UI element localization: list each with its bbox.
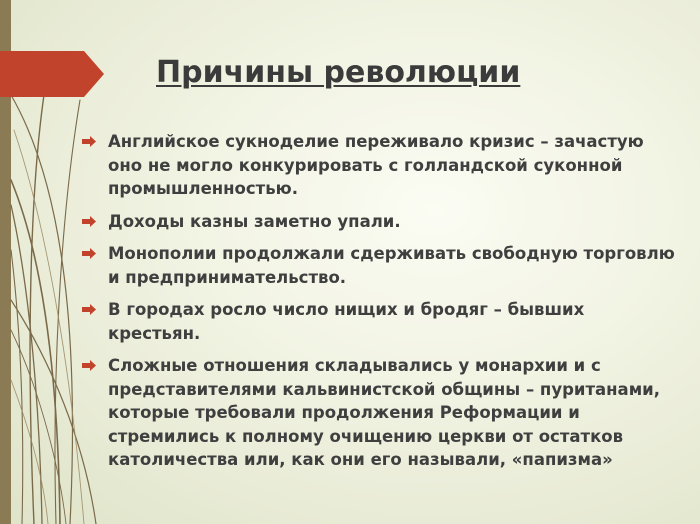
bullet-text: Сложные отношения складывались у монархии и с представителями кальвинистской общины – пуританами, которые требовали продолжения Реформации и стремились к полному очищению церкви от остатков католичества или, как они его называли, «папизма» [108,356,661,469]
bullet-item [82,298,682,345]
bullet-item [82,242,682,289]
arrow-bullet-icon [82,216,96,227]
bullet-item [82,354,682,472]
slide-title: Причины революции [156,55,521,90]
title-banner-arrow [0,51,105,97]
bullet-item [82,130,682,201]
arrow-bullet-icon [82,360,96,371]
bullet-item [82,210,682,234]
bullet-list [82,130,682,481]
bullet-text: Английское сукноделие переживало кризис – зачастую оно не могло конкурировать с голландской суконной промышленностью. [108,132,644,198]
arrow-bullet-icon [82,248,96,259]
bullet-text: Доходы казны заметно упали. [108,211,401,231]
bullet-text: В городах росло число нищих и бродяг – бывших крестьян. [108,300,585,343]
arrow-bullet-icon [82,304,96,315]
arrow-bullet-icon [82,136,96,147]
bullet-text: Монополии продолжали сдерживать свободную торговлю и предпринимательство. [108,244,675,287]
